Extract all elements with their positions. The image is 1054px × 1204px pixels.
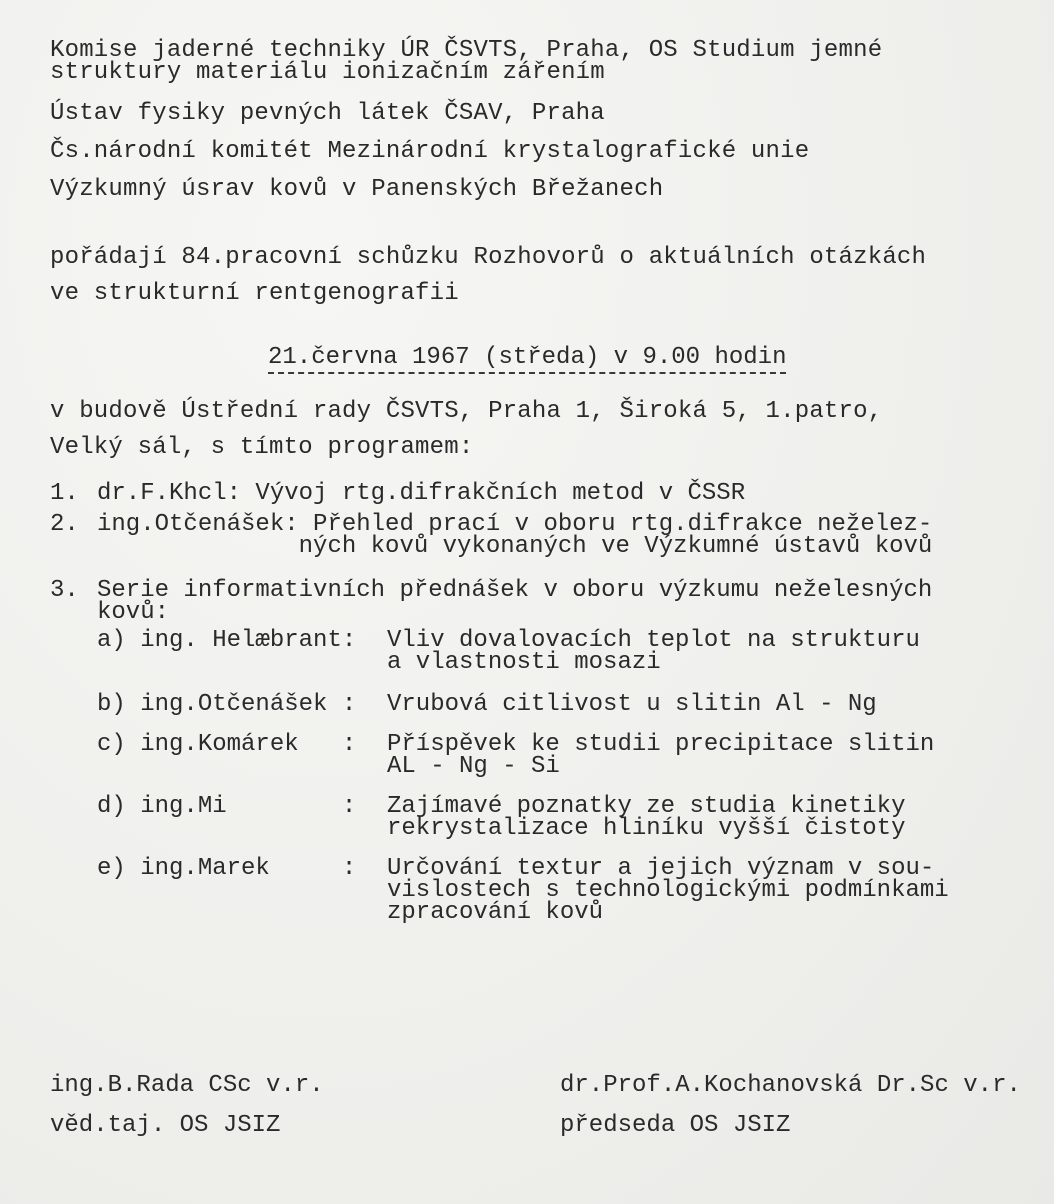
- program-item-3: 3.: [50, 577, 79, 604]
- venue-text: v budově Ústřední rady ČSVTS, Praha 1, Široká 5, 1.patro, Velký sál, s tímto programem:: [50, 398, 883, 461]
- signature-right-role: předseda OS JSIZ: [560, 1112, 791, 1139]
- organizer-3: Čs.národní komitét Mezinárodní krystalografické unie: [50, 138, 810, 165]
- organizer-2: Ústav fysiky pevných látek ČSAV, Praha: [50, 100, 605, 127]
- sub-item-d-speaker: d) ing.Mi :: [97, 793, 357, 820]
- signature-left-name: ing.B.Rada CSc v.r.: [50, 1072, 324, 1099]
- sub-item-a-speaker: a) ing. Helæbrant:: [97, 627, 357, 654]
- intro-text: pořádají 84.pracovní schůzku Rozhovorů o aktuálních otázkách ve strukturní rentgenografii: [50, 244, 927, 307]
- program-item-2-text: ing.Otčenášek: Přehled prací v oboru rtg.difrakce neželez- ných kovů vykonaných ve Výzkumné ústavů kovů: [97, 511, 933, 560]
- sub-item-c-topic: Příspěvek ke studii precipitace slitin AL - Ng - Si: [387, 731, 935, 780]
- organizer-4: Výzkumný úsrav kovů v Panenských Břežanech: [50, 176, 664, 203]
- sub-item-e-speaker: e) ing.Marek :: [97, 855, 357, 882]
- sub-item-b-topic: Vrubová citlivost u slitin Al - Ng: [387, 691, 877, 718]
- program-item-3-text: Serie informativních přednášek v oboru výzkumu neželesných kovů:: [97, 577, 933, 626]
- signature-right-name: dr.Prof.A.Kochanovská Dr.Sc v.r.: [560, 1072, 1021, 1099]
- program-item-2: 2.: [50, 511, 79, 538]
- sub-item-e-topic: Určování textur a jejich význam v sou- vislostech s technologickými podmínkami zpracování kovů: [387, 855, 949, 926]
- sub-item-d-topic: Zajímavé poznatky ze studia kinetiky rekrystalizace hliníku vyšší čistoty: [387, 793, 906, 842]
- signature-left-role: věd.taj. OS JSIZ: [50, 1112, 281, 1139]
- sub-item-c-speaker: c) ing.Komárek :: [97, 731, 357, 758]
- sub-item-a-topic: Vliv dovalovacích teplot na strukturu a vlastnosti mosazi: [387, 627, 920, 676]
- organizer-1: Komise jaderné techniky ÚR ČSVTS, Praha, OS Studium jemné struktury materiálu ionizačním zářením: [50, 37, 883, 86]
- event-date: 21.června 1967 (středa) v 9.00 hodin: [268, 344, 786, 374]
- program-item-1-text: dr.F.Khcl: Vývoj rtg.difrakčních metod v ČSSR: [97, 480, 746, 507]
- sub-item-b-speaker: b) ing.Otčenášek :: [97, 691, 357, 718]
- program-item-1: 1.: [50, 480, 79, 507]
